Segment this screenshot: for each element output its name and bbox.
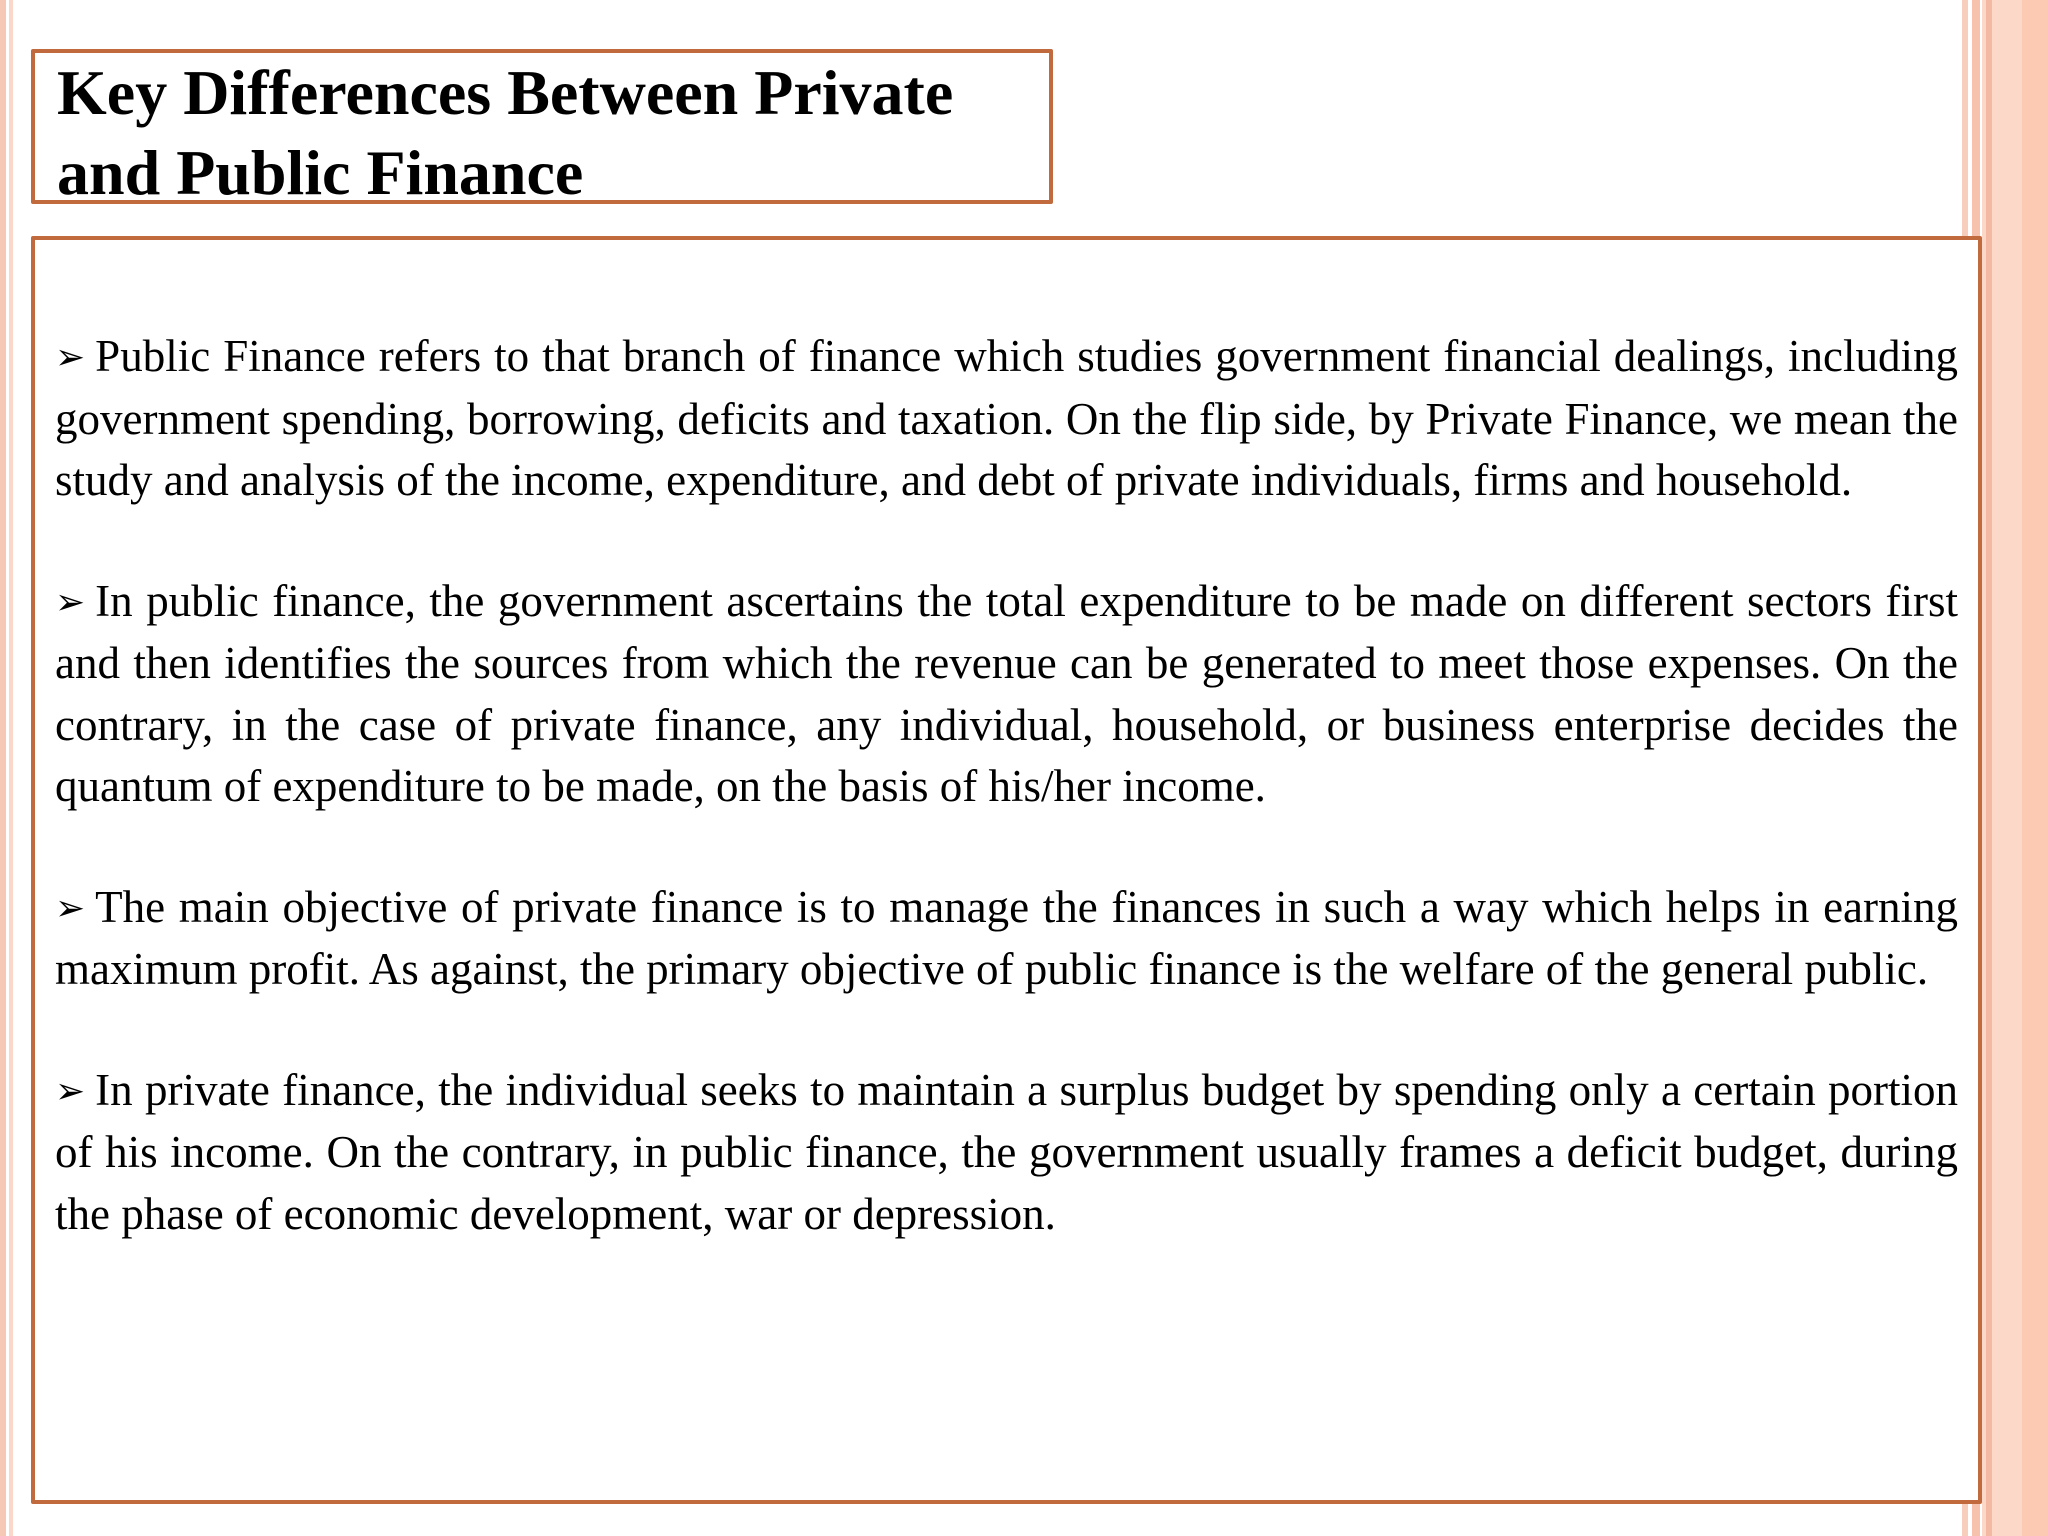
bullet-point-text: The main objective of private finance is to manage the finances in such a way which helps in earning maximum profit. As against, the primary objective of public finance is the welfare of the general public. <box>55 881 1958 994</box>
right-decorative-stripe-wide <box>1982 0 2048 1536</box>
title-box <box>31 49 1053 208</box>
bullet-point-4 <box>55 1060 1958 1246</box>
left-decorative-stripe <box>0 0 6 1536</box>
bullet-point-2 <box>55 571 1958 818</box>
arrowhead-bullet-icon: ➢ <box>55 887 86 928</box>
arrowhead-bullet-icon: ➢ <box>55 581 86 622</box>
bullet-point-text: In private finance, the individual seeks to maintain a surplus budget by spending only a certain portion of his income. On the contrary, in public finance, the government usually frames a deficit budget, during the phase of economic development, war or depression. <box>55 1064 1958 1239</box>
content-box <box>31 236 1982 1504</box>
arrowhead-bullet-icon: ➢ <box>55 337 86 377</box>
arrowhead-bullet-icon: ➢ <box>55 1070 86 1111</box>
slide-title: Key Differences Between Private and Public Finance <box>57 57 954 208</box>
bullet-point-1 <box>55 326 1958 512</box>
bullet-point-text: Public Finance refers to that branch of finance which studies government financial dealings, including government spending, borrowing, deficits and taxation. On the flip side, by Private Finance, we mean the study and analysis of the income, expenditure, and debt of private individuals, firms and household. <box>55 331 1958 505</box>
bullet-point-3 <box>55 877 1958 1001</box>
left-decorative-stripe-inner <box>9 0 13 1536</box>
bullet-point-text: In public finance, the government ascertains the total expenditure to be made on different sectors first and then identifies the sources from which the revenue can be generated to meet those expenses. On the contrary, in the case of private finance, any individual, household, or business enterprise decides the quantum of expenditure to be made, on the basis of his/her income. <box>55 575 1958 811</box>
